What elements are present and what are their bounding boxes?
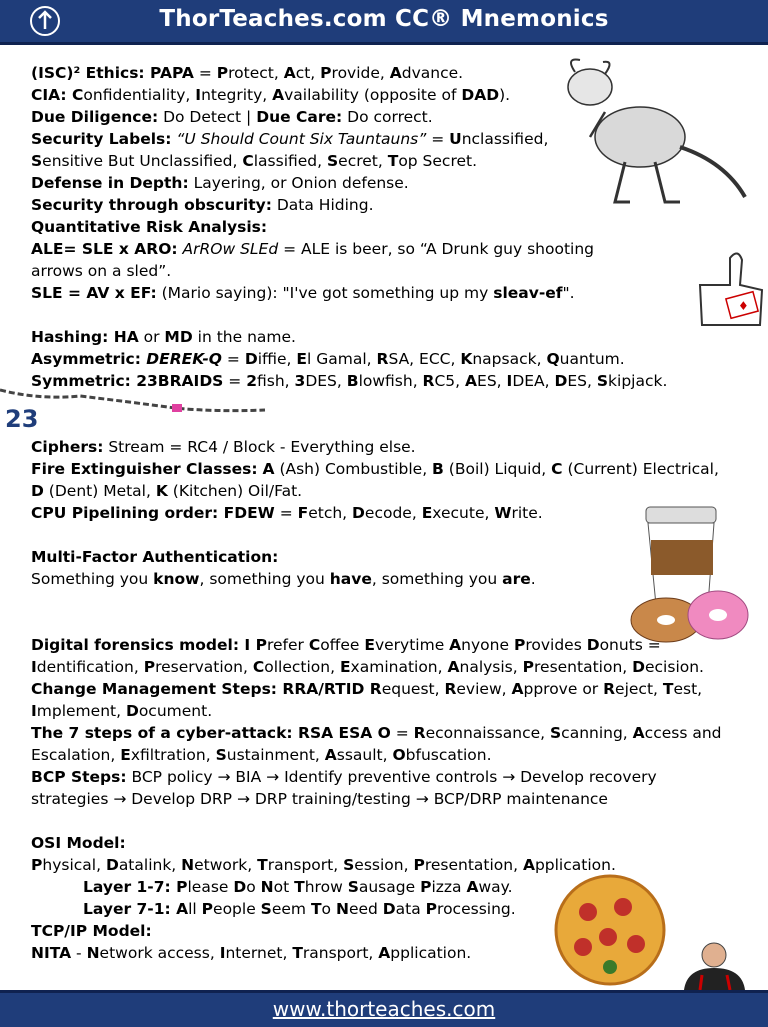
text-segment: ntegrity, (201, 86, 273, 104)
text-segment: A (511, 680, 524, 698)
text-segment: bfuscation. (405, 746, 492, 764)
text-segment: T (292, 944, 303, 962)
text-segment: U (449, 130, 462, 148)
svg-text:♦: ♦ (738, 299, 749, 313)
text-segment: T (257, 856, 268, 874)
text-line (31, 502, 731, 524)
text-segment: lease (187, 878, 234, 896)
text-line (31, 942, 731, 964)
text-line (31, 260, 731, 282)
text-segment: B (432, 460, 444, 478)
text-segment: (Boil) Liquid, (443, 460, 552, 478)
text-segment: 3 (294, 372, 306, 390)
text-segment: resentation, (424, 856, 523, 874)
text-segment: The 7 steps of a cyber-attack: RSA ESA O (31, 724, 391, 742)
text-segment: Ciphers: (31, 438, 104, 456)
text-segment: A (449, 636, 462, 654)
text-segment: nyone (461, 636, 514, 654)
text-segment: A (272, 86, 285, 104)
text-line (31, 744, 731, 766)
text-segment: OSI Model: (31, 834, 126, 852)
text-segment: know (153, 570, 200, 588)
text-segment: reservation, (155, 658, 253, 676)
text-segment: C (551, 460, 563, 478)
text-segment: S (343, 856, 355, 874)
text-segment: canning, (561, 724, 633, 742)
text-segment: R (376, 350, 389, 368)
text-segment: ausage (358, 878, 421, 896)
text-segment: A (447, 658, 460, 676)
text-segment: ). (499, 86, 511, 104)
text-segment: eople (213, 900, 261, 918)
text-segment: I (195, 86, 202, 104)
text-segment: - (71, 944, 87, 962)
text-segment: = (221, 350, 245, 368)
text-segment: ata (395, 900, 426, 918)
text-segment: R (422, 372, 435, 390)
text-line (31, 546, 731, 568)
text-segment: sleav-ef (493, 284, 563, 302)
text-segment: onfidentiality, (83, 86, 196, 104)
text-line (31, 84, 731, 106)
text-segment: P (31, 856, 43, 874)
text-line (31, 854, 731, 876)
text-segment: fish, (256, 372, 295, 390)
text-segment: in the name. (192, 328, 296, 346)
text-segment: ll (188, 900, 202, 918)
text-segment: Due Care: (256, 108, 343, 126)
text-segment: S (596, 372, 609, 390)
text-segment: onuts = (599, 636, 661, 654)
text-segment: ensitive But Unclassified, (42, 152, 243, 170)
text-segment: MD (164, 328, 193, 346)
text-line (31, 458, 731, 480)
text-segment: o (321, 900, 336, 918)
text-segment: S (327, 152, 339, 170)
text-segment: DEREK-Q (146, 350, 222, 368)
text-segment: o (246, 878, 261, 896)
text-segment: DAD (461, 86, 500, 104)
text-segment: Quantitative Risk Analysis: (31, 218, 268, 236)
text-line (31, 348, 731, 370)
text-line (31, 678, 731, 700)
text-segment: uantum. (559, 350, 625, 368)
text-segment: S (215, 746, 227, 764)
text-segment: E (364, 636, 375, 654)
text-segment: D (31, 482, 44, 500)
text-segment: , something you (371, 570, 503, 588)
text-segment: D (632, 658, 645, 676)
text-segment: rovides (525, 636, 587, 654)
text-segment: ocument. (138, 702, 213, 720)
text-segment: est, (673, 680, 703, 698)
text-segment: NITA (31, 944, 72, 962)
text-segment: SA, ECC, (388, 350, 461, 368)
text-segment: hysical, (42, 856, 106, 874)
text-segment: Q (546, 350, 560, 368)
text-segment: rocessing. (437, 900, 516, 918)
text-segment: ot (273, 878, 295, 896)
text-segment: = (193, 64, 217, 82)
spacer (31, 392, 731, 436)
text-line (31, 128, 731, 150)
text-segment: ecret, (338, 152, 388, 170)
text-segment: rite. (511, 504, 543, 522)
text-segment: R (413, 724, 426, 742)
text-segment: B (346, 372, 359, 390)
text-segment: = (390, 724, 414, 742)
text-segment: = (426, 130, 450, 148)
text-segment: P (320, 64, 332, 82)
text-segment: A (389, 64, 402, 82)
text-segment: D (352, 504, 365, 522)
text-segment: op Secret. (398, 152, 478, 170)
text-segment: SLE = AV x EF: (31, 284, 157, 302)
text-line (31, 788, 731, 810)
text-segment: E (296, 350, 307, 368)
text-segment: R (603, 680, 616, 698)
text-line (31, 832, 731, 854)
text-segment: napsack, (472, 350, 547, 368)
text-segment: CPU Pipelining order: FDEW (31, 504, 275, 522)
text-segment: “U Should Count Six Tauntauns” (176, 130, 427, 148)
text-segment: D (244, 350, 258, 368)
text-segment: have (329, 570, 372, 588)
spacer (31, 590, 731, 634)
text-segment: D (105, 856, 119, 874)
text-segment: W (494, 504, 512, 522)
text-segment: ". (562, 284, 575, 302)
text-line (31, 634, 731, 656)
text-segment: Fire Extinguisher Classes: (31, 460, 258, 478)
text-segment: arrows on a sled”. (31, 262, 172, 280)
text-segment: are (502, 570, 531, 588)
text-segment: vailability (opposite of (284, 86, 462, 104)
text-line (31, 920, 731, 942)
text-segment: T (310, 900, 322, 918)
text-segment: P (420, 878, 432, 896)
text-segment: eed (348, 900, 383, 918)
text-segment: D (233, 878, 247, 896)
text-segment: BCP policy → BIA → Identify preventive controls → Develop recovery (126, 768, 657, 786)
text-segment: eview, (456, 680, 512, 698)
text-segment: nternet, (225, 944, 293, 962)
text-segment: E (120, 746, 131, 764)
text-segment: Change Management Steps: RRA/RTID R (31, 680, 382, 698)
text-segment: Something you (31, 570, 154, 588)
text-segment: ALE= SLE x ARO: (31, 240, 178, 258)
text-line (31, 282, 731, 304)
text-segment: T (294, 878, 305, 896)
text-segment: ct, (295, 64, 321, 82)
text-segment: Multi-Factor Authentication: (31, 548, 279, 566)
text-segment: P (425, 900, 438, 918)
page-title: ThorTeaches.com CC® Mnemonics (159, 6, 609, 32)
website-link[interactable]: www.thorteaches.com (272, 997, 496, 1021)
text-line (31, 480, 731, 502)
text-segment: = (223, 372, 247, 390)
text-segment: C (308, 636, 321, 654)
text-segment: I (31, 702, 37, 720)
text-segment: K (155, 482, 168, 500)
text-segment: offee (320, 636, 365, 654)
text-segment: N (86, 944, 100, 962)
text-line (31, 238, 731, 260)
text-segment: etwork access, (99, 944, 220, 962)
text-segment: A (378, 944, 391, 962)
text-segment: Do Detect | (158, 108, 257, 126)
text-segment: l Gamal, (306, 350, 377, 368)
text-segment: , something you (199, 570, 330, 588)
text-segment: E (421, 504, 433, 522)
text-line (31, 370, 731, 392)
text-segment: C5, (434, 372, 466, 390)
text-line (31, 216, 731, 238)
text-segment: . (530, 570, 536, 588)
text-segment: ransport, (267, 856, 344, 874)
text-segment: (Ash) Combustible, (274, 460, 433, 478)
text-segment: dvance. (401, 64, 464, 82)
footer-bar (0, 990, 768, 1027)
text-segment: I (31, 658, 37, 676)
text-segment: Digital forensics model: I P (31, 636, 267, 654)
text-segment: D (586, 636, 600, 654)
text-segment: lowfish, (358, 372, 423, 390)
text-segment: Security through obscurity: (31, 196, 272, 214)
text-segment: C (242, 152, 254, 170)
text-segment: rotect, (228, 64, 284, 82)
text-line (31, 106, 731, 128)
text-segment: ransport, (302, 944, 379, 962)
text-segment: pplication. (390, 944, 472, 962)
header-bar (0, 0, 768, 45)
text-segment: ES, (567, 372, 597, 390)
text-segment: S (31, 152, 43, 170)
text-segment: = (274, 504, 298, 522)
spacer (31, 810, 731, 832)
text-segment: O (392, 746, 406, 764)
text-segment: N (335, 900, 349, 918)
text-segment: ssault, (336, 746, 393, 764)
text-segment: xecute, (432, 504, 495, 522)
text-segment: T (387, 152, 399, 170)
text-segment: izza (431, 878, 467, 896)
text-segment: iffie, (257, 350, 297, 368)
text-line (31, 766, 731, 788)
text-segment: S (260, 900, 272, 918)
text-segment: econnaissance, (425, 724, 550, 742)
text-segment: ArROw SLEd (182, 240, 279, 258)
text-segment: atalink, (118, 856, 182, 874)
text-segment: I (506, 372, 513, 390)
text-segment: DES, (305, 372, 347, 390)
text-segment: F (297, 504, 309, 522)
text-line (31, 62, 731, 84)
text-segment: I (219, 944, 226, 962)
text-segment: strategies → Develop DRP → DRP training/testing → BCP/DRP maintenance (31, 790, 608, 808)
text-segment: P (201, 900, 214, 918)
text-segment: 2 (246, 372, 257, 390)
text-segment: N (181, 856, 195, 874)
text-line (31, 326, 731, 348)
text-segment: C (252, 658, 265, 676)
text-segment: xamination, (350, 658, 448, 676)
text-segment: Do correct. (342, 108, 433, 126)
text-segment: N (260, 878, 274, 896)
text-segment: ecision. (645, 658, 704, 676)
text-segment: CIA: C (31, 86, 84, 104)
text-segment: Asymmetric: (31, 350, 147, 368)
text-segment: Defense in Depth: (31, 174, 189, 192)
text-segment: P (522, 658, 534, 676)
text-segment: A (283, 64, 296, 82)
spacer (31, 524, 731, 546)
text-segment: S (550, 724, 562, 742)
text-segment: way. (478, 878, 513, 896)
text-segment: A (465, 372, 478, 390)
text-segment: pprove or (523, 680, 604, 698)
text-segment: (Current) Electrical, (562, 460, 719, 478)
text-segment: BCP Steps: (31, 768, 127, 786)
text-segment: eject, (615, 680, 663, 698)
text-segment: P (413, 856, 425, 874)
spacer (31, 304, 731, 326)
text-segment: ccess and (644, 724, 722, 742)
text-segment: D (125, 702, 139, 720)
text-segment: ES, (477, 372, 507, 390)
text-segment: Due Diligence: (31, 108, 159, 126)
text-line (31, 656, 731, 678)
text-segment: TCP/IP Model: (31, 922, 152, 940)
text-line (31, 876, 731, 898)
text-segment: Security Labels: (31, 130, 172, 148)
text-segment: Layer 7-1: A (83, 900, 189, 918)
text-segment: T (662, 680, 674, 698)
text-segment: D (554, 372, 568, 390)
text-line (31, 194, 731, 216)
text-segment: E (339, 658, 351, 676)
text-segment: Layer 1-7: P (83, 878, 188, 896)
text-segment: mplement, (36, 702, 126, 720)
text-segment: dentification, (36, 658, 144, 676)
text-segment: Hashing: HA (31, 328, 139, 346)
text-segment: A (262, 460, 275, 478)
mnemonics-content (31, 62, 731, 964)
text-line (31, 568, 731, 590)
text-segment: pplication. (534, 856, 616, 874)
text-segment: R (444, 680, 457, 698)
text-segment: ustainment, (226, 746, 325, 764)
text-segment: ession, (354, 856, 414, 874)
text-segment: = ALE is beer, so “A Drunk guy shooting (278, 240, 595, 258)
text-segment: Stream = RC4 / Block - Everything else. (103, 438, 416, 456)
text-segment: rovide, (331, 64, 390, 82)
text-segment: K (460, 350, 473, 368)
badge-number: 23 (5, 405, 39, 433)
text-segment: (Mario saying): "I've got something up my (156, 284, 494, 302)
text-segment: nclassified, (461, 130, 549, 148)
text-segment: refer (266, 636, 309, 654)
text-segment: (Dent) Metal, (43, 482, 156, 500)
text-line (31, 700, 731, 722)
text-segment: etch, (308, 504, 353, 522)
text-segment: A (466, 878, 479, 896)
text-segment: A (324, 746, 337, 764)
text-segment: Escalation, (31, 746, 121, 764)
text-segment: ecode, (364, 504, 422, 522)
text-segment: nalysis, (459, 658, 523, 676)
text-segment: Layering, or Onion defense. (188, 174, 409, 192)
text-line (31, 722, 731, 744)
text-segment: xfiltration, (130, 746, 216, 764)
text-segment: hrow (304, 878, 348, 896)
text-segment: or (138, 328, 165, 346)
text-segment: P (143, 658, 156, 676)
text-segment: (ISC)² Ethics: PAPA (31, 64, 194, 82)
text-segment: etwork, (194, 856, 258, 874)
text-segment: verytime (374, 636, 450, 654)
text-segment: (Kitchen) Oil/Fat. (167, 482, 303, 500)
text-segment: lassified, (253, 152, 327, 170)
text-segment: eem (271, 900, 311, 918)
text-segment: resentation, (534, 658, 633, 676)
text-line (31, 436, 731, 458)
text-line (31, 172, 731, 194)
text-segment: kipjack. (608, 372, 668, 390)
text-segment: P (513, 636, 526, 654)
text-segment: DEA, (512, 372, 555, 390)
text-segment: D (382, 900, 396, 918)
text-segment: Data Hiding. (271, 196, 374, 214)
text-segment: ollection, (264, 658, 340, 676)
text-line (31, 150, 731, 172)
text-segment: P (216, 64, 229, 82)
text-segment: S (347, 878, 359, 896)
text-line (31, 898, 731, 920)
text-segment: A (522, 856, 535, 874)
text-segment: Symmetric: 23BRAIDS (31, 372, 224, 390)
text-segment: A (632, 724, 645, 742)
text-segment: equest, (381, 680, 445, 698)
